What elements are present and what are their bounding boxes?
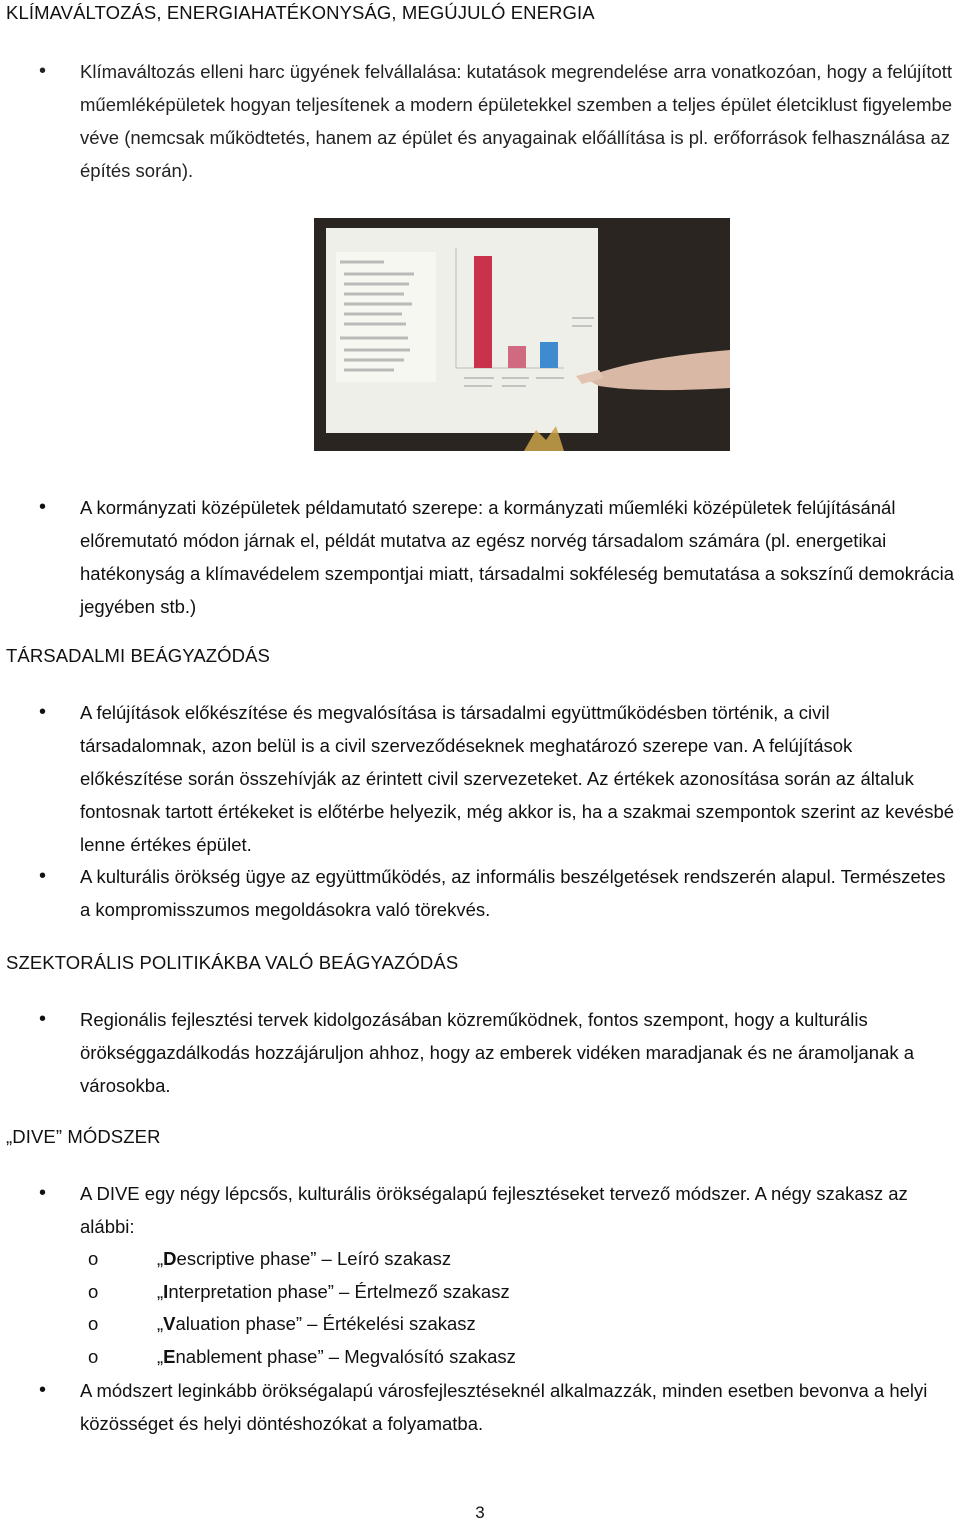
section-heading-climate: KLÍMAVÁLTOZÁS, ENERGIAHATÉKONYSÁG, MEGÚJULÓ ENERGIA	[6, 2, 595, 23]
dive-phase-text: „Enablement phase” – Megvalósító szakasz	[157, 1346, 516, 1367]
climate-bullet-research: • Klímaváltozás elleni harc ügyének felvállalása: kutatások megrendelése arra vonatkozóan, hogy a felújított műemléképületek hogyan teljesítenek a modern épületekkel szemben a teljes épület életciklust figyelembe véve (nemcsak működtetés, hanem az épület és anyagainak előállítása is pl. erőforrások felhasználása az építés során).	[80, 55, 960, 187]
list-marker: o	[88, 1346, 99, 1367]
sectoral-bullet-regional: • Regionális fejlesztési tervek kidolgozásában közreműködnek, fontos szempont, hogy a kulturális örökséggazdálkodás hozzájáruljon ahhoz, hogy az emberek vidéken maradjanak és ne áramoljanak a városokba.	[80, 1003, 960, 1102]
presentation-slide-image	[314, 218, 730, 451]
presentation-photo	[314, 218, 730, 451]
section-heading-sectoral: SZEKTORÁLIS POLITIKÁKBA VALÓ BEÁGYAZÓDÁS	[6, 952, 459, 973]
page-number: 3	[475, 1503, 485, 1522]
dive-bullet-closing: • A módszert leginkább örökségalapú városfejlesztéseknél alkalmazzák, minden esetben bevonva a helyi közösséget és helyi döntéshozókat a folyamatba.	[80, 1374, 960, 1440]
list-marker: o	[88, 1248, 99, 1269]
section-heading-dive: „DIVE” MÓDSZER	[6, 1126, 161, 1147]
climate-bullet-government-buildings: • A kormányzati középületek példamutató szerepe: a kormányzati műemléki középületek felújításánál előremutató módon járnak el, példát mutatva az egész norvég társadalom számára (pl. energetikai hatékonyság a klímavédelem szempontjai miatt, társadalmi sokféleség bemutatása a sokszínű demokrácia jegyében stb.)	[80, 491, 960, 623]
dive-phase-text: „Interpretation phase” – Értelmező szakasz	[157, 1281, 510, 1302]
dive-phase-text: „Descriptive phase” – Leíró szakasz	[157, 1248, 452, 1269]
social-bullet-informal: • A kulturális örökség ügye az együttműködés, az informális beszélgetések rendszerén alapul. Természetes a kompromisszumos megoldásokra való törekvés.	[80, 860, 960, 926]
section-heading-social: TÁRSADALMI BEÁGYAZÓDÁS	[6, 645, 271, 666]
dive-phase-text: „Valuation phase” – Értékelési szakasz	[157, 1313, 476, 1334]
social-bullet-cooperation: • A felújítások előkészítése és megvalósítása is társadalmi együttműködésben történik, a civil társadalomnak, azon belül is a civil szerveződéseknek meghatározó szerepe van. A felújítások előkészítése során összehívják az érintett civil szervezeteket. Az értékek azonosítása során az általuk fontosnak tartott értékeket is előtérbe helyezik, még akkor is, ha a szakmai szempontok szerint az kevésbé lenne értékes épület.	[80, 696, 960, 861]
list-marker: o	[88, 1281, 99, 1302]
list-marker: o	[88, 1313, 99, 1334]
dive-bullet-intro: • A DIVE egy négy lépcsős, kulturális örökségalapú fejlesztéseket tervező módszer. A négy szakasz az alábbi:	[80, 1177, 960, 1243]
